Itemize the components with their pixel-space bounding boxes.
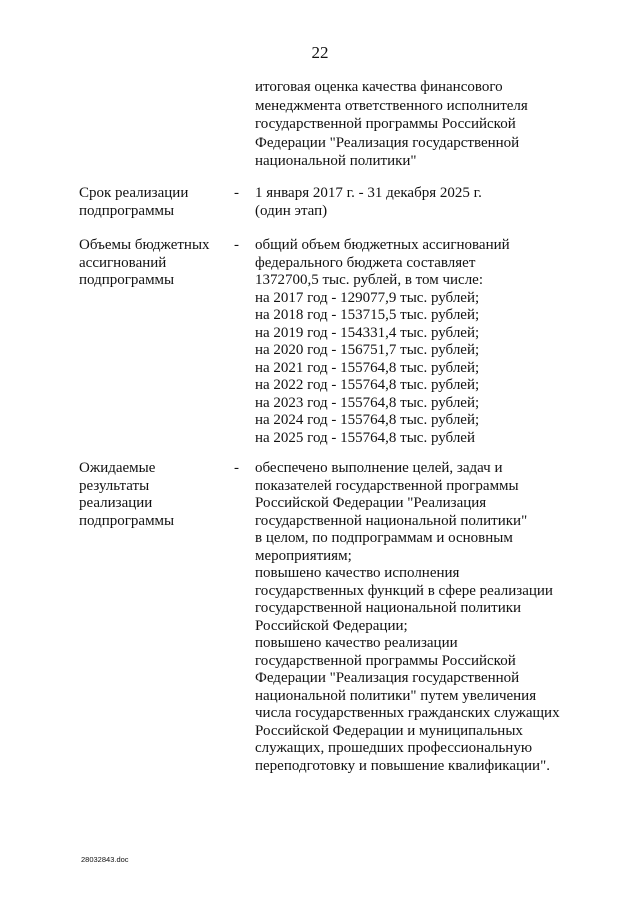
value-line: на 2017 год - 129077,9 тыс. рублей; bbox=[255, 289, 480, 306]
label-line: ассигнований bbox=[79, 254, 167, 271]
row-dash: - bbox=[234, 460, 239, 476]
value-line: на 2024 год - 155764,8 тыс. рублей; bbox=[255, 412, 480, 428]
text-line: итоговая оценка качества финансового bbox=[255, 79, 503, 95]
row-label bbox=[79, 185, 229, 220]
label-line: реализации bbox=[79, 495, 153, 511]
text-line: менеджмента ответственного исполнителя bbox=[255, 97, 528, 114]
label-line: подпрограммы bbox=[79, 272, 175, 288]
value-line: федерального бюджета составляет bbox=[255, 254, 476, 271]
value-line: повышено качество исполнения bbox=[255, 565, 460, 581]
label-line: подпрограммы bbox=[79, 202, 175, 219]
label-line: результаты bbox=[79, 477, 150, 494]
value-line: на 2020 год - 156751,7 тыс. рублей; bbox=[255, 342, 480, 358]
value-line: обеспечено выполнение целей, задач и bbox=[255, 460, 503, 476]
value-line: числа государственных гражданских служащих bbox=[255, 705, 560, 721]
value-line: национальной политики" путем увеличения bbox=[255, 687, 537, 704]
value-line: в целом, по подпрограммам и основным bbox=[255, 530, 513, 546]
value-line: мероприятиям; bbox=[255, 547, 352, 564]
value-line: государственной национальной политики bbox=[255, 600, 522, 616]
value-line: на 2022 год - 155764,8 тыс. рублей; bbox=[255, 377, 480, 393]
row-value bbox=[255, 460, 575, 775]
value-line: служащих, прошедших профессиональную bbox=[255, 740, 533, 756]
value-line: на 2019 год - 154331,4 тыс. рублей; bbox=[255, 324, 480, 341]
label-line: Объемы бюджетных bbox=[79, 237, 210, 253]
value-line: 1 января 2017 г. - 31 декабря 2025 г. bbox=[255, 185, 482, 201]
value-line: государственной национальной политики" bbox=[255, 512, 528, 529]
value-line: показателей государственной программы bbox=[255, 477, 519, 494]
row-dash: - bbox=[234, 237, 239, 253]
value-line: государственной программы Российской bbox=[255, 652, 516, 669]
value-line: на 2018 год - 153715,5 тыс. рублей; bbox=[255, 307, 480, 323]
value-line: Российской Федерации и муниципальных bbox=[255, 722, 523, 739]
label-line: подпрограммы bbox=[79, 512, 175, 529]
row-label bbox=[79, 237, 229, 290]
page-number: 22 bbox=[311, 43, 329, 62]
label-line: Срок реализации bbox=[79, 185, 189, 201]
row-dash: - bbox=[234, 185, 239, 201]
value-line: государственных функций в сфере реализации bbox=[255, 582, 553, 599]
value-line: на 2023 год - 155764,8 тыс. рублей; bbox=[255, 394, 480, 411]
document-file-name: 28032843.doc bbox=[81, 855, 129, 864]
row-value bbox=[255, 237, 575, 447]
text-line: Федерации "Реализация государственной bbox=[255, 134, 520, 151]
value-line: переподготовку и повышение квалификации". bbox=[255, 757, 550, 774]
label-line: Ожидаемые bbox=[79, 460, 156, 476]
value-line: Федерации "Реализация государственной bbox=[255, 670, 520, 686]
value-line: общий объем бюджетных ассигнований bbox=[255, 237, 510, 253]
text-line: национальной политики" bbox=[255, 153, 417, 170]
value-line: Российской Федерации "Реализация bbox=[255, 495, 487, 511]
row-value bbox=[255, 185, 575, 220]
value-line: (один этап) bbox=[255, 202, 328, 219]
value-line: на 2025 год - 155764,8 тыс. рублей bbox=[255, 429, 475, 446]
value-line: 1372700,5 тыс. рублей, в том числе: bbox=[255, 272, 484, 288]
value-line: повышено качество реализации bbox=[255, 635, 458, 651]
value-line: на 2021 год - 155764,8 тыс. рублей; bbox=[255, 359, 480, 376]
continuation-text bbox=[255, 78, 575, 171]
text-line: государственной программы Российской bbox=[255, 116, 516, 133]
row-label bbox=[79, 460, 229, 530]
value-line: Российской Федерации; bbox=[255, 617, 408, 634]
